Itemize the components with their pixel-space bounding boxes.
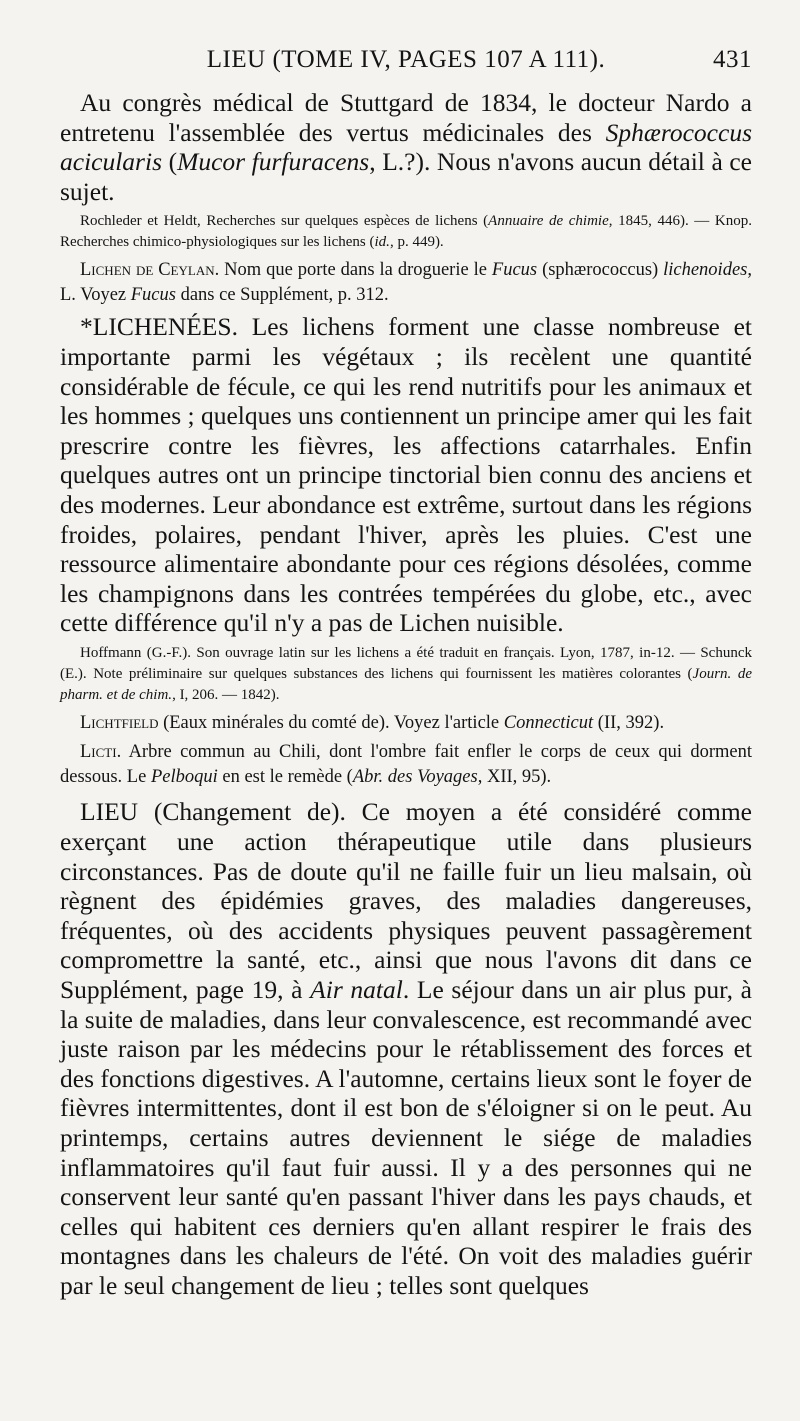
text-run: Rochleder et Heldt, Recherches sur quelques espèces de lichens ( xyxy=(80,213,489,230)
species-name: Mucor furfuracens xyxy=(177,147,370,177)
text-run: (Eaux minérales du comté de). Voyez l'article xyxy=(158,712,504,733)
text-run: , L. Voyez xyxy=(60,260,752,305)
text-run: (sphærococcus) xyxy=(537,260,664,281)
text-run: , XII, 95). xyxy=(477,766,552,787)
entry-heading: Lichtfield xyxy=(80,712,159,733)
text-run: , 1845, 446). — Knop. Recherches chimico-physiologiques sur les lichens ( xyxy=(60,213,752,251)
cross-reference: Air natal xyxy=(310,974,403,1004)
entry-heading: Licti. xyxy=(80,742,122,763)
cross-reference: Connecticut xyxy=(503,712,594,733)
journal-title: id. xyxy=(374,234,390,251)
text-run: (Changement de). Ce moyen a été considéré comme exerçant une action thérapeutique utile dans plusieurs circonstances. Pas de doute qu'il ne faille fuir un lieu malsain, où règnent des épidémies graves, des maladies dangereuses, fréquentes, où des accidents physiques peuvent passagèrement compromettre la santé, etc., ainsi que nous l'avons dit dans ce Supplément, page 19, à xyxy=(60,797,752,1004)
entry-lichenees xyxy=(60,312,752,638)
reference-rochleder xyxy=(60,211,752,253)
text-run: Au congrès médical de Stuttgard de 1834, le docteur Nardo a entretenu l'assemblée des vertus médicinales des xyxy=(60,88,752,147)
text-run: . Le séjour dans un air plus pur, à la suite de maladies, dans leur convalescence, est recommandé avec juste raison par les médecins pour le rétablissement des forces et des fonctions digestives. A l'automne, certains lieux sont le foyer de fièvres intermittentes, dont il est bon de s'éloigner si on le peut. Au printemps, certains autres deviennent le siége de maladies inflammatoires qu'il faut fuir aussi. Il y a des personnes qui ne conservent leur santé qu'en passant l'hiver dans les pays chauds, et celles qui habitent ces derniers qu'en allant respirer le frais des montagnes dans les chaleurs de l'été. On voit des maladies guérir par le seul changement de lieu ; telles sont quelques xyxy=(60,974,752,1300)
header-title: LIEU (TOME IV, PAGES 107 A 111). xyxy=(206,46,606,73)
cross-reference: Fucus xyxy=(130,284,176,305)
entry-heading: Lichen de Ceylan. xyxy=(80,260,220,281)
text-run: Nom que porte dans la droguerie le xyxy=(219,260,492,281)
text-run: , L.?). Nous n'avons aucun détail à ce sujet. xyxy=(60,147,752,206)
text-run: , I, 206. — 1842). xyxy=(172,686,280,703)
species-name: Pelboqui xyxy=(150,766,218,787)
entry-licti xyxy=(60,740,752,789)
entry-lichen-ceylan xyxy=(60,258,752,307)
text-run: Hoffmann (G.-F.). Son ouvrage latin sur les lichens a été traduit en français. Lyon, 1787, in-12. — Schunck (E.). Note préliminaire sur quelques substances des lichens qui fournissent les matières colorantes ( xyxy=(60,644,752,682)
text-run: , p. 449). xyxy=(389,234,444,251)
text-run: (II, 392). xyxy=(593,712,665,733)
journal-title: Journ. de pharm. et de chim. xyxy=(60,665,752,703)
journal-title: Annuaire de chimie xyxy=(488,213,609,230)
journal-title: Abr. des Voyages xyxy=(352,766,478,787)
entry-heading: *LICHENÉES. xyxy=(80,312,238,342)
text-run: ( xyxy=(162,147,178,177)
page-number: 431 xyxy=(713,46,752,73)
species-name: Fucus xyxy=(491,260,538,281)
running-header xyxy=(60,46,752,88)
entry-heading: LIEU xyxy=(80,797,139,827)
species-name: Sphærococcus acicularis xyxy=(60,117,752,177)
entry-lieu xyxy=(60,797,752,1300)
paragraph-nardo xyxy=(60,88,752,206)
text-run: dans ce Supplément, p. 312. xyxy=(175,284,389,305)
reference-hoffmann xyxy=(60,643,752,706)
text-run: Arbre commun au Chili, dont l'ombre fait enfler le corps de ceux qui dorment dessous. Le xyxy=(60,742,752,787)
text-run: Les lichens forment une classe nombreuse et importante parmi les végétaux ; ils recèlent une quantité considérable de fécule, ce qui les rend nutritifs pour les animaux et les hommes ; quelques uns contiennent un principe amer qui les fait prescrire contre les fièvres, les affections catarrhales. Enfin quelques autres ont un principe tinctorial bien connu des anciens et des modernes. Leur abondance est extrême, surtout dans les régions froides, polaires, pendant l'hiver, après les pluies. C'est une ressource alimentaire abondante pour ces régions désolées, comme les champignons dans les contrées tempérées du globe, etc., avec cette différence qu'il n'y a pas de Lichen nuisible. xyxy=(60,312,752,638)
species-name: lichenoides xyxy=(663,260,748,281)
entry-lichtfield xyxy=(60,711,752,736)
text-run: en est le remède ( xyxy=(217,766,353,787)
